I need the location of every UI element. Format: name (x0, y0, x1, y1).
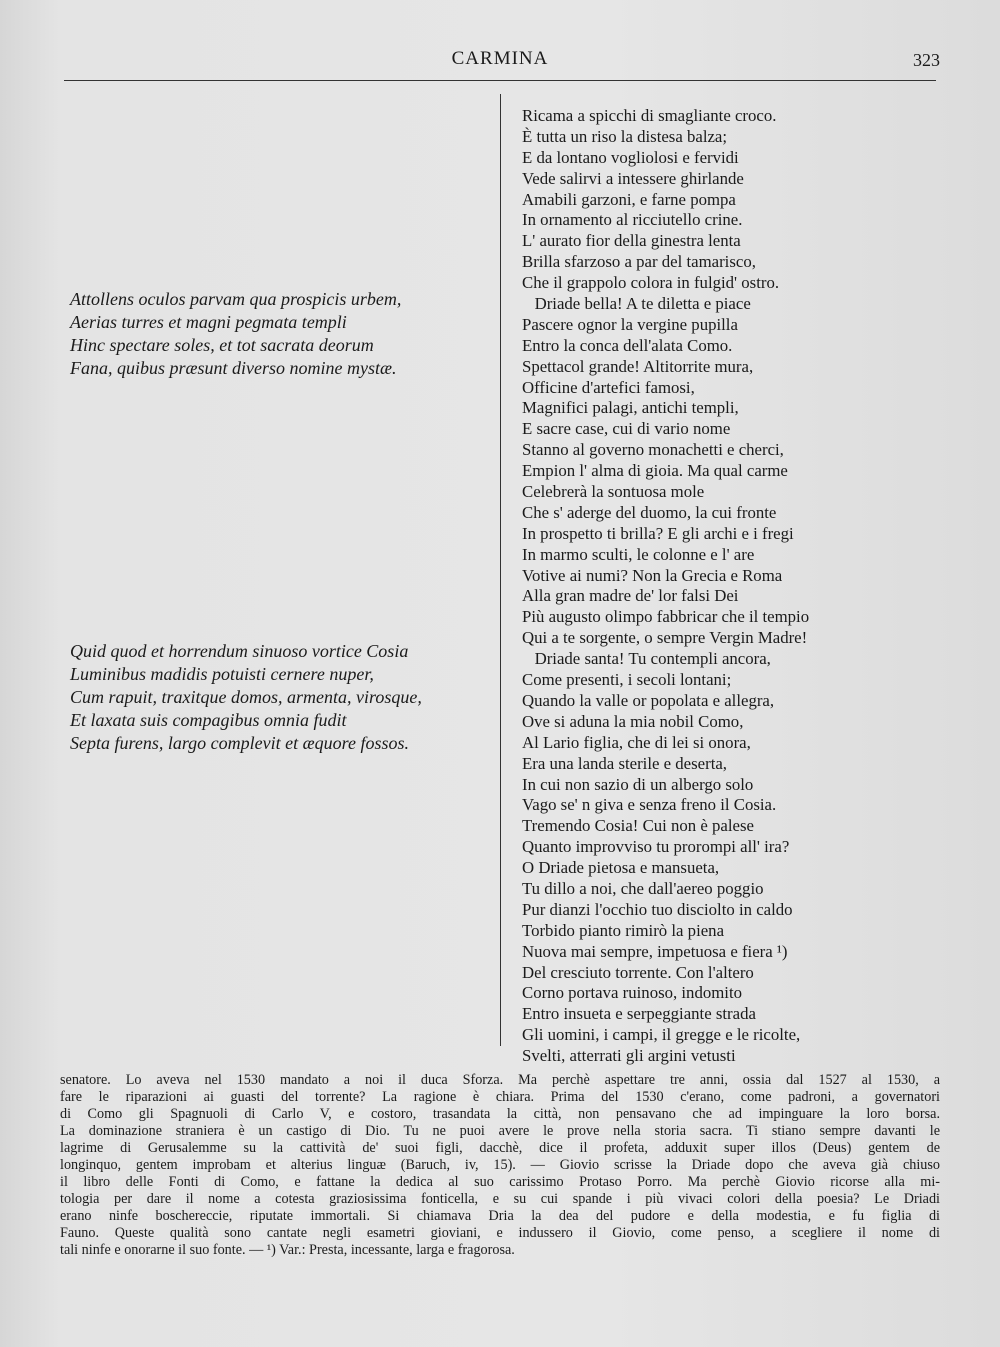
footnote-line: senatore. Lo aveva nel 1530 mandato a noi il duca Sforza. Ma perchè aspettare tre anni, ossia dal 1527 al 1530, a (60, 1072, 940, 1088)
poem-line: È tutta un riso la distesa balza; (522, 126, 728, 146)
poem-line: Vede salirvi a intessere ghirlande (522, 168, 744, 188)
poem-line: Gli uomini, i campi, il gregge e le ricolte, (522, 1025, 801, 1045)
footnote-line: fare le riparazioni ai guasti del torrente? La ragione è chiara. Prima del 1530 c'erano, come padroni, a governatori (60, 1089, 940, 1105)
footnote (60, 1072, 940, 1259)
poem-line: Entro insueta e serpeggiante strada (522, 1004, 756, 1024)
poem-line: Vago se' n giva e senza freno il Cosia. (522, 795, 777, 815)
footnote-line: tali ninfe e onorarne il suo fonte. — ¹) Var.: Presta, incessante, larga e fragorosa. (60, 1242, 515, 1258)
poem-line: Ove si aduna la mia nobil Como, (522, 711, 744, 731)
poem-line: Amabili garzoni, e farne pompa (522, 189, 736, 209)
poem-line: Votive ai numi? Non la Grecia e Roma (522, 565, 783, 585)
poem-line: In marmo sculti, le colonne e l' are (522, 544, 755, 564)
header-rule (64, 80, 936, 81)
poem-line: Spettacol grande! Altitorrite mura, (522, 356, 754, 376)
poem-line: Driade bella! A te diletta e piace (522, 294, 751, 314)
poem-line: Quanto improvviso tu prorompi all' ira? (522, 837, 790, 857)
footnote-line: Fauno. Queste qualità sono cantate negli esametri gioviani, e indussero il Giovio, come penso, a scegliere il nome di (60, 1225, 940, 1241)
poem-line: Tremendo Cosia! Cui non è palese (522, 816, 754, 836)
latin-line: Quid quod et horrendum sinuoso vortice Cosia (70, 641, 409, 661)
italian-poem (522, 106, 809, 1067)
poem-line: E da lontano vogliolosi e fervidi (522, 147, 739, 167)
poem-line: In ornamento al ricciutello crine. (522, 210, 743, 230)
poem-line: Alla gran madre de' lor falsi Dei (522, 586, 739, 606)
poem-line: O Driade pietosa e mansueta, (522, 858, 720, 878)
poem-line: Empion l' alma di gioia. Ma qual carme (522, 461, 788, 481)
latin-passage-1 (70, 288, 401, 380)
poem-line: In prospetto ti brilla? E gli archi e i fregi (522, 523, 794, 543)
poem-line: Corno portava ruinoso, indomito (522, 983, 742, 1003)
poem-line: Al Lario figlia, che di lei si onora, (522, 732, 751, 752)
page-number: 323 (913, 50, 940, 70)
poem-line: In cui non sazio di un albergo solo (522, 774, 754, 794)
poem-line: Che il grappolo colora in fulgid' ostro. (522, 273, 780, 293)
poem-line: Che s' aderge del duomo, la cui fronte (522, 502, 777, 522)
footnote-line: erano ninfe boschereccie, riputate immortali. Si chiamava Dria la dea del pudore e della modestia, e fu figlia di (60, 1208, 940, 1224)
poem-line: Brilla sfarzoso a par del tamarisco, (522, 252, 756, 272)
poem-line: L' aurato fior della ginestra lenta (522, 231, 741, 251)
poem-line: Svelti, atterrati gli argini vetusti (522, 1046, 736, 1066)
footnote-line: lagrime di Gerusalemme su la cattività de' suoi figli, dacchè, dice il profeta, adduxit super illos (Deus) gentem de (60, 1140, 940, 1156)
latin-line: Attollens oculos parvam qua prospicis urbem, (70, 289, 402, 309)
poem-line: Era una landa sterile e deserta, (522, 753, 727, 773)
poem-line: Ricama a spicchi di smagliante croco. (522, 106, 777, 125)
footnote-line: longinquo, gentem improbam et alterius linguæ (Baruch, iv, 15). — Giovio scrisse la Driade dopo che aveva già chiuso (60, 1157, 940, 1173)
poem-line: Stanno al governo monachetti e cherci, (522, 440, 784, 460)
poem-line: Pur dianzi l'occhio tuo disciolto in caldo (522, 899, 793, 919)
running-title: CARMINA (451, 48, 549, 69)
latin-line: Luminibus madidis potuisti cernere nuper, (70, 664, 374, 684)
latin-line: Cum rapuit, traxitque domos, armenta, virosque, (70, 687, 422, 707)
poem-line: Più augusto olimpo fabbricar che il tempio (522, 607, 810, 627)
latin-line: Et laxata suis compagibus omnia fudit (70, 710, 347, 730)
latin-line: Aerias turres et magni pegmata templi (70, 312, 347, 332)
footnote-line: il libro delle Fonti di Como, e fattane la dedica al suo carissimo Protaso Porro. Ma perchè Giovio ricorse alla mi- (60, 1174, 940, 1190)
poem-line: E sacre case, cui di vario nome (522, 419, 731, 439)
poem-line: Tu dillo a noi, che dall'aereo poggio (522, 878, 764, 898)
poem-line: Driade santa! Tu contempli ancora, (522, 649, 771, 669)
latin-line: Hinc spectare soles, et tot sacrata deorum (70, 335, 374, 355)
footnote-line: La dominazione straniera è un castigo di Dio. Tu ne puoi avere le prove nella storia sacra. Ti stiano sempre davanti le (60, 1123, 940, 1139)
poem-line: Come presenti, i secoli lontani; (522, 670, 732, 690)
poem-line: Officine d'artefici famosi, (522, 377, 695, 397)
poem-line: Qui a te sorgente, o sempre Vergin Madre! (522, 628, 808, 648)
latin-line: Fana, quibus præsunt diverso nomine mystæ. (70, 358, 397, 378)
poem-line: Celebrerà la sontuosa mole (522, 482, 705, 502)
poem-line: Quando la valle or popolata e allegra, (522, 690, 775, 710)
column-divider (500, 94, 501, 1046)
poem-line: Pascere ognor la vergine pupilla (522, 314, 738, 334)
poem-line: Entro la conca dell'alata Como. (522, 335, 733, 355)
footnote-line: di Como gli Spagnuoli di Carlo V, e costoro, trasandata la città, non pensavano che ad impinguare la loro borsa. (60, 1106, 940, 1122)
poem-line: Nuova mai sempre, impetuosa e fiera ¹) (522, 941, 788, 961)
footnote-line: tologia per dare il nome a cotesta graziosissima fonticella, e su cui spande i più vivaci colori della poesia? Le Driadi (60, 1191, 940, 1207)
latin-passage-2 (70, 640, 422, 755)
poem-line: Del cresciuto torrente. Con l'altero (522, 962, 754, 982)
latin-line: Septa furens, largo complevit et æquore fossos. (70, 733, 409, 753)
poem-line: Magnifici palagi, antichi templi, (522, 398, 739, 418)
poem-line: Torbido pianto rimirò la piena (522, 920, 725, 940)
